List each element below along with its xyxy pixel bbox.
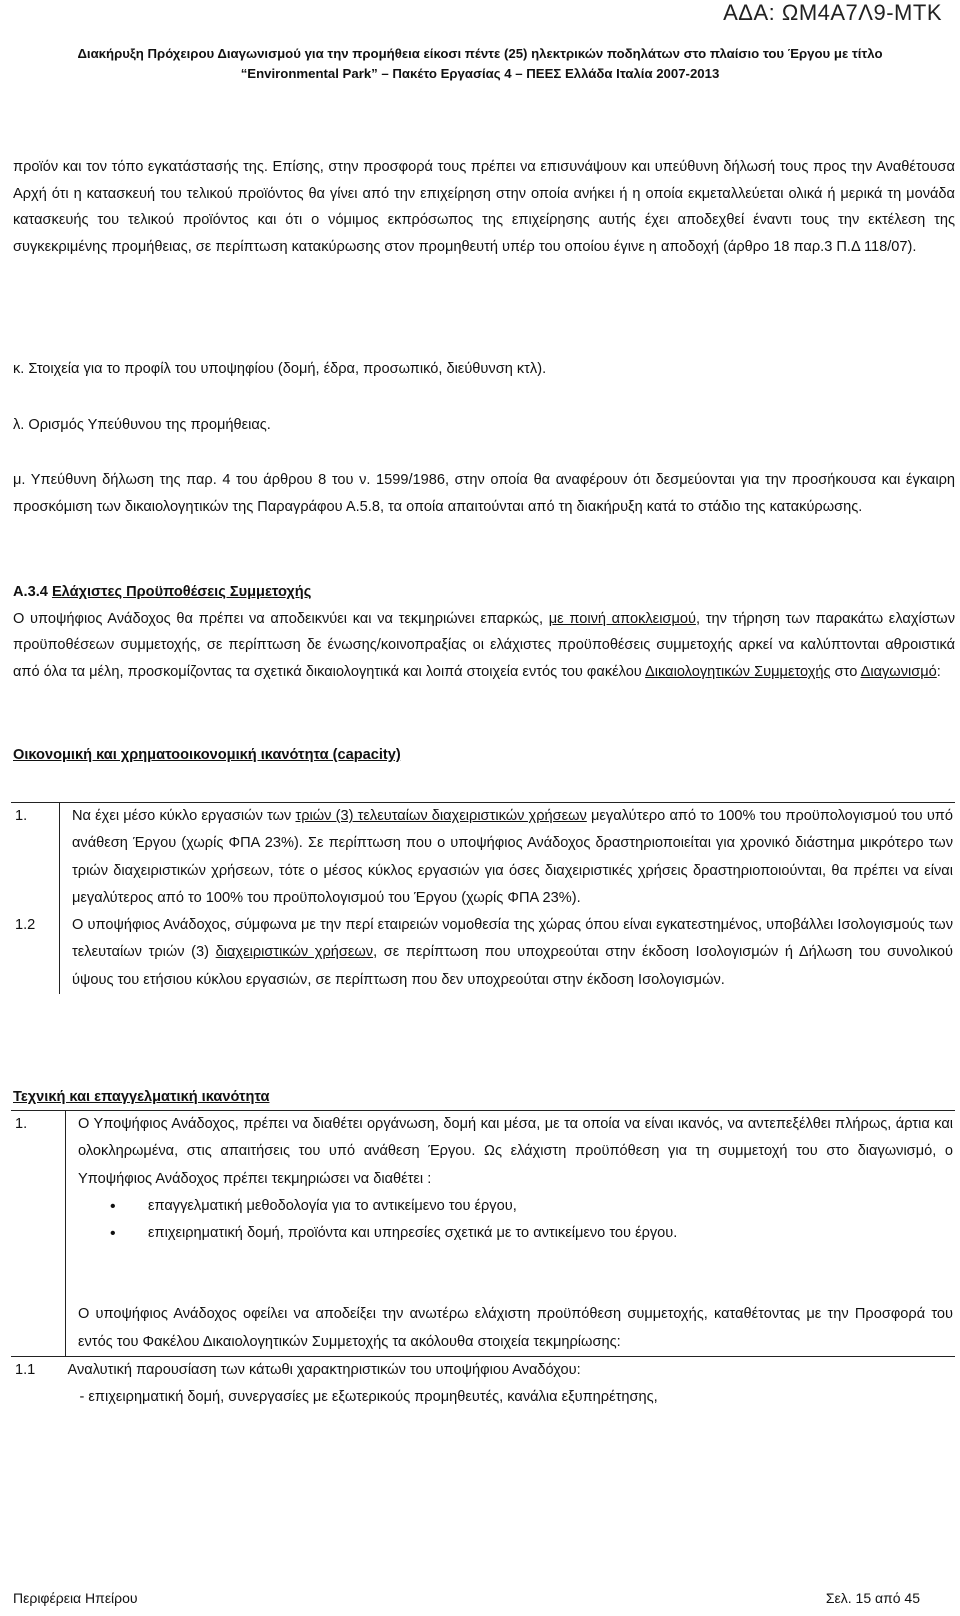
- list-item: • επιχειρηματική δομή, προϊόντα και υπηρεσίες σχετικά με το αντικείμενο του έργου.: [138, 1220, 953, 1247]
- table-row: [11, 912, 955, 994]
- text-exclusion: με ποινή αποκλεισμού: [548, 610, 696, 627]
- row-text-post: μεγαλύτερο από το 100% του προϋπολογισμού του υπό ανάθεση Έργου (χωρίς ΦΠΑ 23%). Σε περίπτωση που ο υποψήφιος Ανάδοχος δραστηριοποιείται για χρονικό διάστημα μικρότερο των τριών διαχειριστικών χρήσεων, τότε ο μέσος κύκλος εργασιών για όσες διαχειριστικές χρήσεις δραστηριοποιούνται, θα πρέπει να είναι μεγαλύτερος από το 100% του προϋπολογισμού του Έργου (χωρίς ΦΠΑ 23%).: [72, 808, 953, 906]
- technical-requirements-table: [11, 1110, 955, 1412]
- row-text-pre: Ο υποψήφιος Ανάδοχος, σύμφωνα με την περί εταιρειών νομοθεσία της χώρας όπου είναι εγκατεστημένος, υποβάλλει Ισολογισμούς των τελευταίων τριών (3): [72, 917, 953, 961]
- bullet-list: [78, 1193, 953, 1248]
- financial-requirements-table: [11, 802, 955, 994]
- table-row: [11, 803, 955, 913]
- section-number: Α.3.4: [13, 584, 48, 600]
- document-header: [0, 44, 960, 84]
- footer-page-number: Σελ. 15 από 45: [825, 1590, 920, 1606]
- financial-heading-text: Οικονομική και χρηματοοικονομική ικανότητα (capacity): [13, 747, 401, 763]
- row-text: [60, 803, 956, 913]
- text-post: , την τήρηση των παρακάτω ελαχίστων προϋποθέσεων συμμετοχής, σε περίπτωση δε ένωσης/κοινοπραξίας οι ελάχιστες προϋποθέσεις συμμετοχής αρκεί να καλύπτονται αθροιστικά από όλα τα μέλη, προσκομίζοντας τα σχετικά δικαιολογητικά και λοιπά στοιχεία εντός του φακέλου: [13, 610, 955, 680]
- footer-region: Περιφέρεια Ηπείρου: [13, 1590, 138, 1606]
- text-end: στο: [830, 663, 858, 680]
- technical-table: [11, 1110, 953, 1412]
- row-main-text: Αναλυτική παρουσίαση των κάτωθι χαρακτηριστικών του υποψήφιου Αναδόχου:: [67, 1362, 581, 1379]
- row-text: [66, 1357, 956, 1412]
- item-m: [13, 467, 955, 520]
- section-title: Ελάχιστες Προϋποθέσεις Συμμετοχής: [51, 584, 312, 600]
- text-tender: Διαγωνισμό: [860, 663, 937, 680]
- section-a34: [13, 579, 955, 685]
- row-text-post: , σε περίπτωση που υποχρεούται στην έκδοση Ισολογισμών ή Δήλωση του συνολικού ύψους του ετήσιου κύκλου εργασιών, σε περίπτωση που δεν υποχρεούται στην έκδοση Ισολογισμών.: [72, 944, 953, 988]
- ada-code: ΑΔΑ: ΩΜ4Α7Λ9-ΜΤΚ: [723, 0, 942, 25]
- row-number: 1.: [11, 1111, 66, 1357]
- row-number: 1.2: [11, 912, 60, 994]
- table-row: [11, 1111, 955, 1357]
- intro-text: προϊόν και τον τόπο εγκατάστασής της. Επίσης, στην προσφορά τους πρέπει να επισυνάψουν και υπεύθυνη δήλωσή τους προς την Αναθέτουσα Αρχή ότι η κατασκευή του τελικού προϊόντος θα γίνει από την επιχείρηση στην οποία ανήκει ή η οποία εκμεταλλεύεται ολικά ή μερικά τη μονάδα κατασκευής του τελικού προϊόντος και ότι ο νόμιμος εκπρόσωπος της επιχείρησης αυτής έχει αποδεχθεί έναντι τους την εκτέλεση της συγκεκριμένης προμήθειας, σε περίπτωση κατακύρωσης στον προμηθευτή υπέρ του οποίου έγινε η αποδοχή (άρθρο 18 παρ.3 Π.Δ 118/07).: [13, 159, 955, 255]
- row-text-underlined: τριών (3) τελευταίων διαχειριστικών χρήσεων: [295, 808, 587, 824]
- row-number: 1.1: [15, 1362, 36, 1379]
- row-main-text: Ο Υποψήφιος Ανάδοχος, πρέπει να διαθέτει οργάνωση, δομή και μέσα, με τα οποία να είναι ικανός, να αντεπεξέλθει πλήρως, άρτια και ολοκληρωμένα, στις απαιτήσεις του υπό ανάθεση Έργου. Ως ελάχιστη προϋπόθεση για τη συμμετοχή του στο διαγωνισμό, ο Υποψήφιος Ανάδοχος πρέπει τεκμηριώσει να διαθέτει :: [78, 1116, 953, 1187]
- header-line-2: “Environmental Park” – Πακέτο Εργασίας 4 – ΠΕΕΣ Ελλάδα Ιταλία 2007-2013: [240, 66, 720, 81]
- financial-table: [11, 802, 953, 994]
- item-k: [13, 356, 955, 383]
- row-text: [60, 912, 956, 994]
- row-text-pre: Να έχει μέσο κύκλο εργασιών των: [72, 808, 296, 824]
- row-text: [66, 1111, 956, 1357]
- item-l: [13, 412, 955, 439]
- section-a34-heading: [13, 579, 955, 606]
- spacer: [78, 1247, 953, 1301]
- table-row: [11, 1357, 955, 1412]
- header-line-1: Διακήρυξη Πρόχειρου Διαγωνισμού για την προμήθεια είκοσι πέντε (25) ηλεκτρικών ποδηλάτων στο πλαίσιο του Έργου με τίτλο: [77, 46, 883, 61]
- list-item: • επαγγελματική μεθοδολογία για το αντικείμενο του έργου,: [138, 1193, 953, 1220]
- text-colon: :: [936, 663, 941, 680]
- section-a34-text: [13, 606, 955, 686]
- intro-paragraph: [13, 154, 955, 260]
- financial-heading: [13, 742, 955, 769]
- item-k-text: κ. Στοιχεία για το προφίλ του υποψηφίου (δομή, έδρα, προσωπικό, διεύθυνση κτλ).: [13, 361, 547, 377]
- item-m-text: μ. Υπεύθυνη δήλωση της παρ. 4 του άρθρου 8 του ν. 1599/1986, στην οποία θα αναφέρουν ότι δεσμεύονται για την προσήκουσα και έγκαιρη προσκόμιση των δικαιολογητικών της Παραγράφου Α.5.8, τα οποία απαιτούνται από τη διακήρυξη κατά το στάδιο της κατακύρωσης.: [13, 472, 955, 515]
- technical-heading: [13, 1084, 955, 1111]
- text-docs: Δικαιολογητικών Συμμετοχής: [645, 663, 831, 680]
- text-pre: Ο υποψήφιος Ανάδοχος θα πρέπει να αποδεικνύει και να τεκμηριώνει επαρκώς,: [13, 610, 544, 627]
- dash-item: - επιχειρηματική δομή, συνεργασίες με εξωτερικούς προμηθευτές, κανάλια εξυπηρέτησης,: [79, 1389, 658, 1406]
- item-l-text: λ. Ορισμός Υπεύθυνου της προμήθειας.: [13, 417, 271, 433]
- row-followup-text: Ο υποψήφιος Ανάδοχος οφείλει να αποδείξει την ανωτέρω ελάχιστη προϋπόθεση συμμετοχής, καταθέτοντας με την Προσφορά του εντός του Φακέλου Δικαιολογητικών Συμμετοχής τα ακόλουθα στοιχεία τεκμηρίωσης:: [78, 1306, 953, 1350]
- technical-heading-text: Τεχνική και επαγγελματική ικανότητα: [13, 1089, 270, 1105]
- row-number: 1.: [11, 803, 60, 913]
- row-text-underlined: διαχειριστικών χρήσεων: [215, 944, 374, 961]
